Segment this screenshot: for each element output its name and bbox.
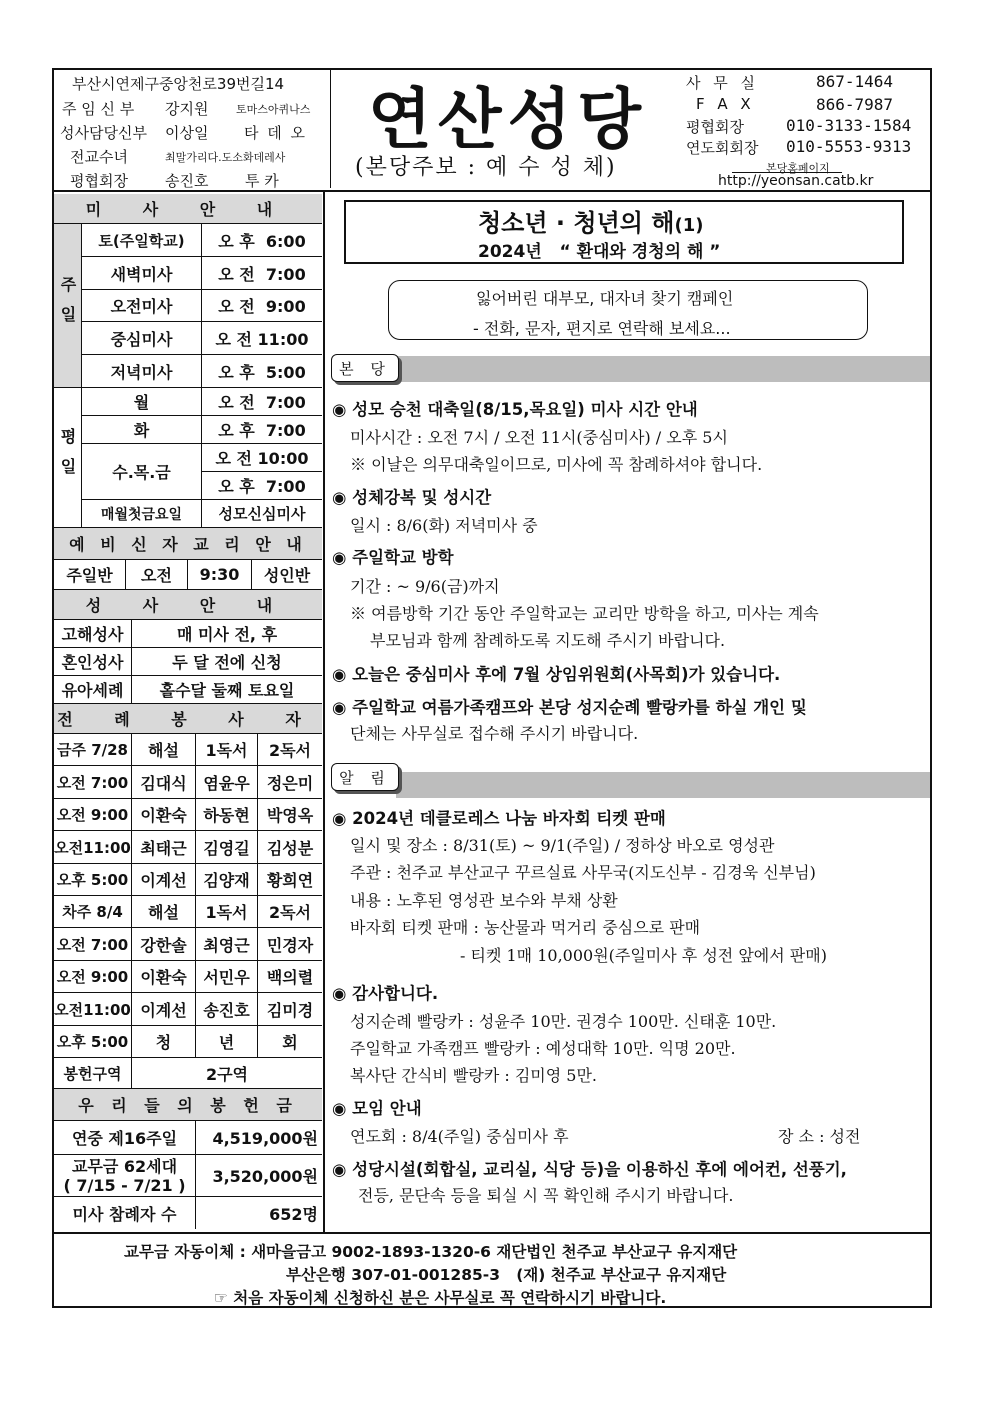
mass-row: 오 전 10:00	[202, 444, 322, 472]
news-line: 일시 및 장소 : 8/31(토) ~ 9/1(주일) / 정하상 바오로 영성관	[350, 836, 775, 855]
server-name: 서민우	[196, 961, 258, 992]
mass-row: 토(주일학교) 오 후 6:00	[82, 224, 322, 257]
server-name: 민경자	[266, 935, 314, 955]
news-line: ※ 여름방학 기간 동안 주일학교는 교리만 방학을 하고, 미사는 계속	[350, 604, 819, 623]
mass-row: 중심미사 오 전 11:00	[82, 322, 322, 355]
mass-row: 화 오 후 7:00	[82, 416, 322, 444]
sunday-label: 주일	[54, 224, 82, 388]
parish-section-tab: 본 당	[331, 354, 399, 382]
server-name: 백의렬	[266, 968, 314, 987]
staff-name-1: 강지원	[165, 100, 209, 118]
server-name: 박영옥	[266, 806, 314, 825]
news-headline: ◉ 성모 승천 대축일(8/15,목요일) 미사 시간 안내	[332, 400, 698, 419]
news-line: 바자회 티켓 판매 : 농산물과 먹거리 중심으로 판매	[350, 918, 701, 937]
server-row	[54, 734, 322, 766]
mass-row: 오전미사 오 전 9:00	[82, 290, 322, 322]
server-name: 염윤우	[196, 766, 258, 798]
server-name: 최태근	[132, 831, 196, 863]
staff-role-1: 주 임 신 부	[62, 100, 135, 118]
address: 부산시연제구중앙천로39번길14	[72, 75, 285, 93]
news-line: 단체는 사무실로 접수해 주시기 바랍니다.	[350, 724, 639, 743]
offering-header: 우 리 들 의 봉 헌 금	[54, 1089, 322, 1121]
contact-label-fax: F A X	[696, 95, 755, 113]
catechumen-row: 주일반 오전 9:30 성인반	[54, 560, 322, 590]
footer-line1: 교무금 자동이체 : 새마을금고 9002-1893-1320-6 재단법인 천주교 부산교구 유지재단	[124, 1243, 738, 1261]
campaign-line2: - 전화, 문자, 편지로 연락해 보세요...	[473, 319, 731, 338]
news-line: 주일학교 가족캠프 빨랑카 : 예성대학 10만. 익명 20만.	[350, 1039, 736, 1058]
mass-row: 저녁미사 오 후 5:00	[82, 355, 322, 388]
staff-role-4: 평협회장	[70, 172, 128, 190]
news-line: 복사단 간식비 빨랑카 : 김미영 5만.	[350, 1066, 598, 1085]
contact-value-president: 010-3133-1584	[786, 116, 912, 135]
server-time: 오전 9:00	[54, 799, 132, 830]
news-line: 미사시간 : 오전 7시 / 오전 11시(중심미사) / 오후 5시	[350, 428, 728, 447]
server-name: 하동현	[196, 799, 258, 830]
mass-row: 오 후 7:00	[202, 472, 322, 500]
contact-label-office: 사 무 실	[686, 74, 760, 92]
mass-row: 월 오 전 7:00	[82, 388, 322, 416]
contact-value-yeondo: 010-5553-9313	[786, 137, 912, 156]
news-headline: ◉ 감사합니다.	[332, 984, 439, 1003]
staff-role-3: 전교수녀	[70, 148, 128, 166]
server-name: 년	[196, 1026, 258, 1057]
notice-section-tab: 알 림	[331, 763, 399, 791]
server-name: 청	[132, 1026, 196, 1057]
homepage-url[interactable]: http://yeonsan.catb.kr	[718, 173, 874, 189]
server-name: 강한솔	[132, 928, 196, 960]
server-name: 해설	[132, 734, 196, 765]
homepage-label: 본당홈페이지	[766, 162, 830, 175]
server-name: 이환숙	[132, 961, 196, 992]
news-line: 일시 : 8/6(화) 저녁미사 중	[350, 516, 538, 535]
staff-baptism-1: 토마스아퀴나스	[236, 103, 311, 116]
server-name: 송진호	[196, 993, 258, 1025]
server-time: 오전 9:00	[54, 961, 132, 992]
server-time: 오전11:00	[54, 831, 132, 863]
server-name: 1독서	[196, 734, 258, 765]
bulletin-subtitle: (본당주보 : 예 수 성 체)	[355, 155, 617, 180]
news-headline: ◉ 성체강복 및 성시간	[332, 488, 492, 507]
meeting-place: 장 소 : 성전	[778, 1127, 861, 1146]
server-time: 금주 7/28	[54, 734, 132, 765]
banner-title: 청소년 · 청년의 해(1)	[478, 209, 704, 237]
contact-value-fax: 866-7987	[816, 95, 894, 114]
staff-baptism-2: 타 데 오	[244, 124, 308, 142]
staff-name-2: 이상일	[165, 124, 209, 142]
server-name: 이환숙	[132, 799, 196, 830]
contact-label-president: 평협회장	[686, 118, 744, 136]
server-row	[54, 864, 322, 896]
parish-tab-bar	[396, 356, 930, 382]
server-name: 김성분	[266, 838, 314, 858]
mass-row: 수.목.금	[82, 444, 202, 500]
district-row: 봉헌구역 2구역	[54, 1058, 322, 1089]
offering-row: 미사 참례자 수 652명	[54, 1197, 322, 1229]
news-line: ※ 이날은 의무대축일이므로, 미사에 꼭 참례하셔야 합니다.	[350, 455, 763, 474]
news-headline: ◉ 주일학교 방학	[332, 548, 454, 567]
staff-name-3: 최말가리다.도소화데레사	[165, 151, 286, 164]
news-headline: ◉ 성당시설(회합실, 교리실, 식당 등)을 이용하신 후에 에어컨, 선풍기,	[332, 1160, 847, 1179]
staff-baptism-4: 투 카	[245, 172, 279, 190]
server-row	[54, 799, 322, 831]
footer-line3: ☞ 처음 자동이체 신청하신 분은 사무실로 꼭 연락하시기 바랍니다.	[214, 1289, 667, 1307]
server-row	[54, 928, 322, 961]
notice-tab-bar	[396, 772, 930, 798]
sacraments-header: 성 사 안 내	[54, 590, 322, 620]
server-name: 김대식	[132, 766, 196, 798]
offering-row: 교무금 62세대 ( 7/15 - 7/21 ) 3,520,000원	[54, 1155, 322, 1197]
server-name: 1독서	[196, 896, 258, 927]
news-line: 연도회 : 8/4(주일) 중심미사 후	[350, 1127, 569, 1146]
contact-label-yeondo: 연도회회장	[686, 139, 759, 157]
server-time: 오후 5:00	[54, 864, 132, 895]
news-headline: ◉ 2024년 데클로레스 나눔 바자회 티켓 판매	[332, 809, 666, 828]
server-time: 오후 5:00	[54, 1026, 132, 1057]
server-time: 차주 8/4	[54, 896, 132, 927]
server-name: 정은미	[266, 773, 314, 793]
servers-header: 전 례 봉 사 자	[54, 704, 322, 734]
server-name: 해설	[132, 896, 196, 927]
mass-row: 새벽미사 오 전 7:00	[82, 257, 322, 290]
news-headline: ◉ 오늘은 중심미사 후에 7월 상임위원회(사목회)가 있습니다.	[332, 665, 781, 684]
server-name: 2독서	[268, 741, 312, 760]
server-name: 김양재	[196, 864, 258, 895]
news-line: - 티켓 1매 10,000원(주일미사 후 성전 앞에서 판매)	[460, 946, 827, 965]
parish-title: 연산성당	[368, 81, 648, 158]
campaign-line1: 잃어버린 대부모, 대자녀 찾기 캠페인	[476, 289, 734, 308]
weekday-label: 평일	[54, 388, 82, 528]
offering-row: 연중 제16주일 4,519,000원	[54, 1121, 322, 1155]
sacrament-row: 혼인성사 두 달 전에 신청	[54, 648, 322, 676]
server-time: 오전 7:00	[54, 766, 132, 798]
news-line: 주관 : 천주교 부산교구 꾸르실료 사무국(지도신부 - 김경욱 신부님)	[350, 863, 816, 882]
server-row	[54, 831, 322, 864]
server-name: 김미경	[266, 1000, 314, 1020]
server-name: 황희연	[266, 871, 314, 890]
news-line: 내용 : 노후된 영성관 보수와 부채 상환	[350, 891, 618, 910]
mass-row: 매월첫금요일 성모신심미사	[82, 500, 322, 528]
server-name: 최영근	[196, 928, 258, 960]
mass-section-header: 미 사 안 내	[54, 194, 322, 224]
server-row	[54, 993, 322, 1026]
contact-value-office: 867-1464	[816, 72, 894, 91]
footer-line2: 부산은행 307-01-001285-3 (재) 천주교 부산교구 유지재단	[286, 1266, 727, 1284]
news-line: 전등, 문단속 등을 퇴실 시 꼭 확인해 주시기 바랍니다.	[358, 1186, 734, 1205]
news-headline: ◉ 주일학교 여름가족캠프와 본당 성지순례 빨랑카를 하실 개인 및	[332, 698, 807, 717]
news-headline: ◉ 모임 안내	[332, 1099, 422, 1118]
server-row	[54, 1026, 322, 1058]
banner-subtitle: 2024년 “ 환대와 경청의 해 ”	[478, 242, 721, 262]
server-name: 김영길	[196, 831, 258, 863]
server-name: 2독서	[268, 903, 312, 922]
catechumen-header: 예 비 신 자 교 리 안 내	[54, 528, 322, 560]
sacrament-row: 유아세례 홀수달 둘째 토요일	[54, 676, 322, 704]
server-time: 오전11:00	[54, 993, 132, 1025]
server-time: 오전 7:00	[54, 928, 132, 960]
sacrament-row: 고해성사 매 미사 전, 후	[54, 620, 322, 648]
news-line: 기간 : ~ 9/6(금)까지	[350, 577, 500, 596]
staff-role-2: 성사담당신부	[60, 124, 147, 142]
news-line: 성지순례 빨랑카 : 성윤주 10만. 권경수 100만. 신태훈 10만.	[350, 1012, 777, 1031]
server-row	[54, 766, 322, 799]
news-line: 부모님과 함께 참례하도록 지도해 주시기 바랍니다.	[370, 631, 726, 650]
server-row	[54, 961, 322, 993]
server-row	[54, 896, 322, 928]
staff-name-4: 송진호	[165, 172, 209, 190]
server-name: 이계선	[132, 993, 196, 1025]
server-name: 회	[282, 1033, 298, 1052]
server-name: 이계선	[132, 864, 196, 895]
